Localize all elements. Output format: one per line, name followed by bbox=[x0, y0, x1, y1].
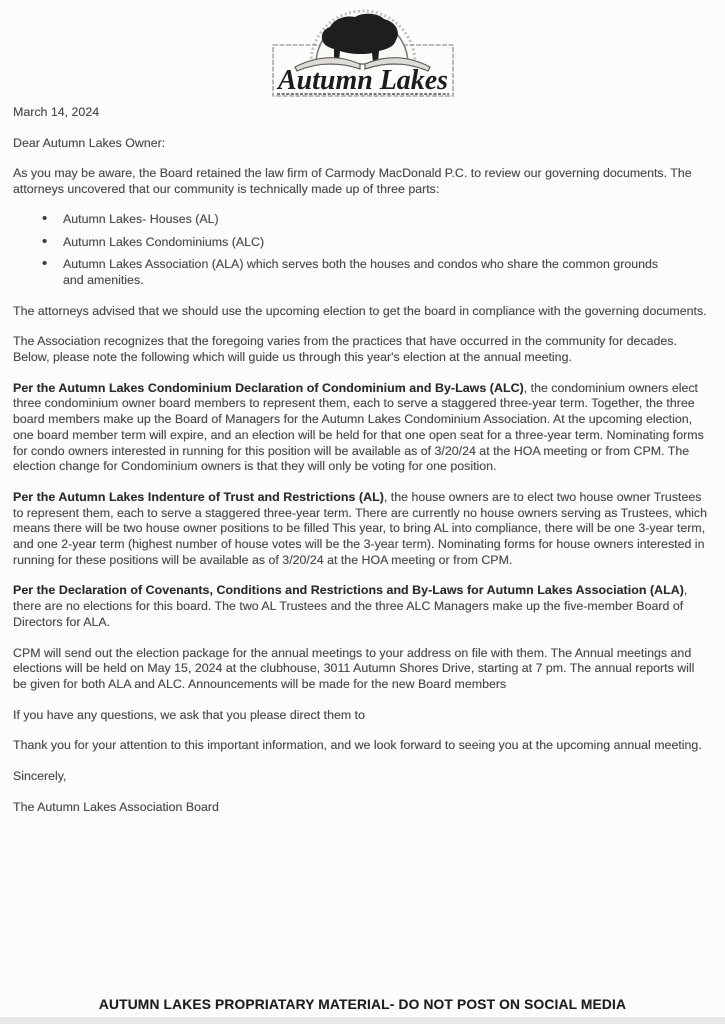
para-thank-you: Thank you for your attention to this important information, and we look forward to seeing you at the upcoming annual meeting. bbox=[13, 738, 702, 753]
letter-date: March 14, 2024 bbox=[13, 105, 100, 119]
al-section-text: , the house owners are to elect two house owner Trustees to represent them, each to serve a staggered three-year term. There are currently no house owners serving as Trustees, which means there will be two house owner positions to be filled This year, to bring AL into compliance, there will be one 3-year term, and one 2-year term (highest number of house votes will be the 3-year term). Nominating forms for house owners interested in running for these positions will be available as of 3/20/24 at the HOA meeting or from CPM. bbox=[13, 489, 707, 567]
ala-section-lead: Per the Declaration of Covenants, Conditions and Restrictions and By-Laws for Autumn Lakes Association (ALA) bbox=[13, 583, 684, 598]
community-parts-list bbox=[13, 212, 710, 289]
autumn-lakes-logo bbox=[0, 0, 725, 100]
closing: Sincerely, bbox=[13, 769, 67, 784]
alc-section-lead: Per the Autumn Lakes Condominium Declaration of Condominium and By-Laws (ALC) bbox=[13, 380, 524, 395]
para-al-election-rules bbox=[13, 490, 710, 569]
para-attorneys-advised: The attorneys advised that we should use the upcoming election to get the board in compliance with the governing documents. bbox=[13, 303, 707, 318]
scan-edge-artifact bbox=[0, 1017, 725, 1024]
list-item-alc: • Autumn Lakes Condominiums (ALC) bbox=[42, 235, 663, 251]
ala-section-text: , there are no elections for this board. The two AL Trustees and the three ALC Managers make up the five-member Board of Directors for ALA. bbox=[13, 583, 688, 629]
para-association-recognizes: The Association recognizes that the foregoing varies from the practices that have occurred in the community for decades. Below, please note the following which will guide us through this year's election at the annual meeting. bbox=[13, 334, 677, 365]
para-questions: If you have any questions, we ask that you please direct them to bbox=[13, 707, 365, 722]
list-item-al: • Autumn Lakes- Houses (AL) bbox=[42, 212, 663, 228]
list-item-ala: • Autumn Lakes Association (ALA) which serves both the houses and condos who share the common grounds and amenities. bbox=[42, 257, 663, 288]
para-ala-board-rules bbox=[13, 583, 710, 630]
salutation: Dear Autumn Lakes Owner: bbox=[13, 135, 166, 150]
signature: The Autumn Lakes Association Board bbox=[13, 799, 219, 814]
logo-graphic bbox=[265, 3, 461, 100]
para-intro: As you may be aware, the Board retained the law firm of Carmody MacDonald P.C. to review our governing documents. The attorneys uncovered that our community is technically made up of three parts: bbox=[13, 166, 692, 197]
para-cpm-election-package: CPM will send out the election package for the annual meetings to your address on file with them. The Annual meetings and elections will be held on May 15, 2024 at the clubhouse, 3011 Autumn Shores Drive, starting at 7 pm. The annual reports will be given for both ALA and ALC. Announcements will be made for the new Board members bbox=[13, 645, 695, 691]
logo-wordmark: Autumn Lakes bbox=[275, 64, 448, 96]
letter-body bbox=[0, 105, 725, 816]
alc-section-text: , the condominium owners elect three condominium owner board members to represent them, each to serve a staggered three-year term. Together, the three board members make up the Board of Managers for the Autumn Lakes Condominium Association. At the upcoming election, one board member term will expire, and an election will be held for that one open seat for a three-year term. Nominating forms for condo owners interested in running for this position will be available as of 3/20/24 at the HOA meeting or from CPM. The election change for Condominium owners is that they will only be voting for one position. bbox=[13, 380, 704, 474]
proprietary-notice: AUTUMN LAKES PROPRIATARY MATERIAL- DO NOT POST ON SOCIAL MEDIA bbox=[98, 997, 627, 1012]
para-alc-election-rules bbox=[13, 381, 710, 475]
al-section-lead: Per the Autumn Lakes Indenture of Trust and Restrictions (AL) bbox=[13, 489, 384, 504]
